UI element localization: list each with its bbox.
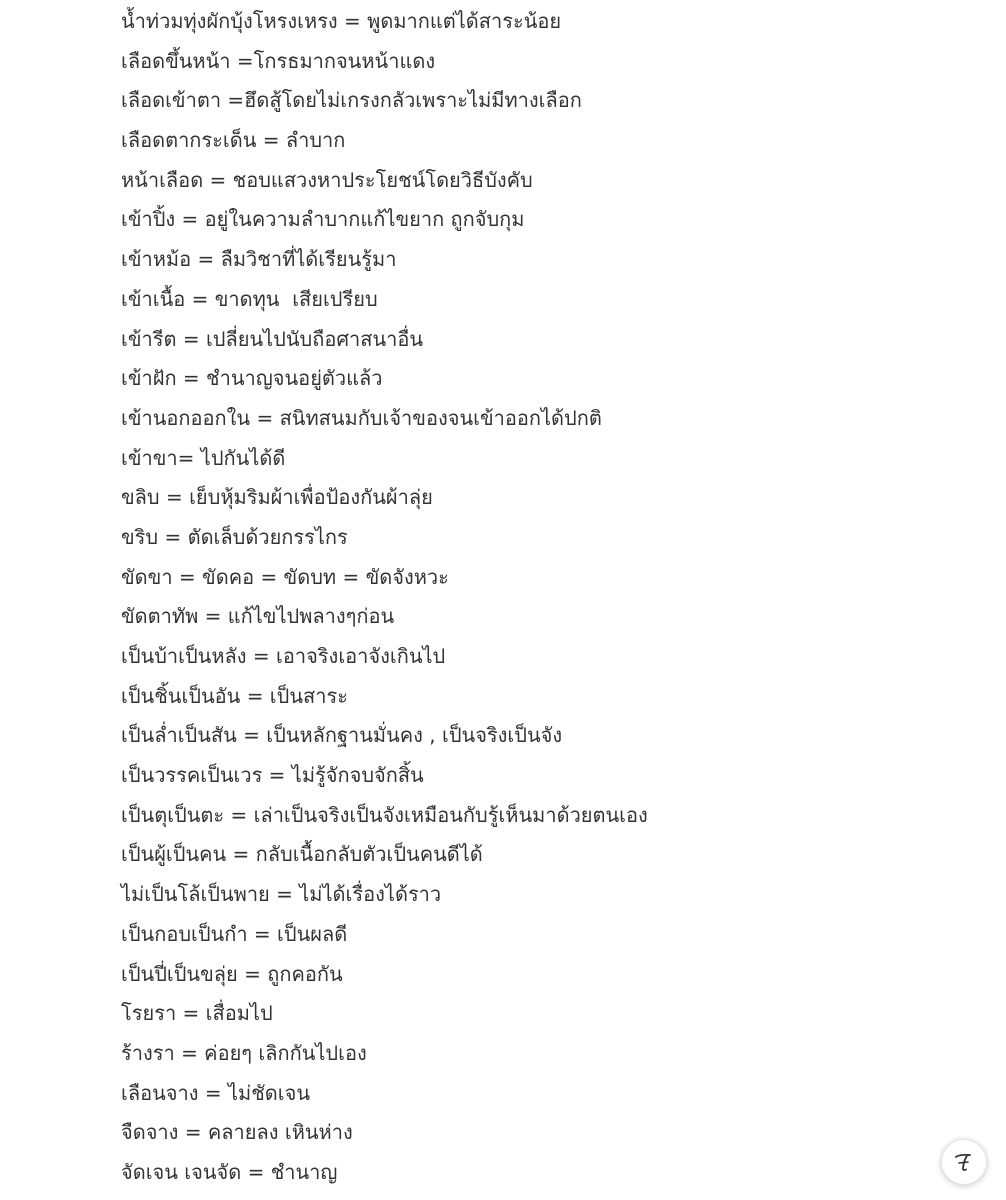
- idiom-line: เป็นกอบเป็นกำ = เป็นผลดี: [121, 921, 348, 946]
- idiom-line: ขริบ = ตัดเล็บด้วยกรรไกร: [121, 524, 348, 549]
- translate-button[interactable]: [941, 1139, 987, 1185]
- idiom-line: เข้าขา= ไปกันได้ดี: [121, 445, 286, 470]
- idiom-line: เลือนจาง = ไม่ชัดเจน: [121, 1080, 310, 1105]
- idiom-line: เป็นบ้าเป็นหลัง = เอาจริงเอาจังเกินไป: [121, 644, 446, 668]
- idiom-line: หน้าเลือด = ชอบแสวงหาประโยชน์โดยวิธีบังคับ: [121, 167, 533, 192]
- idiom-line: ไม่เป็นโล้เป็นพาย = ไม่ได้เรื่องได้ราว: [121, 882, 442, 907]
- idiom-line: น้ำท่วมทุ่งผักบุ้งโหรงเหรง = พูดมากแต่ได้สาระน้อย: [121, 9, 562, 33]
- idiom-line: เป็นล่ำเป็นสัน = เป็นหลักฐานมั่นคง , เป็นจริงเป็นจัง: [121, 723, 563, 748]
- idiom-line: เข้ารีต = เปลี่ยนไปนับถือศาสนาอื่น: [121, 326, 424, 351]
- idiom-line: เลือดเข้าตา =ฮึดสู้โดยไม่เกรงกลัวเพราะไม่มีทางเลือก: [121, 88, 582, 113]
- idiom-line: โรยรา = เสื่อมไป: [121, 1001, 273, 1026]
- idiom-line: ขัดตาทัพ = แก้ไขไปพลางๆก่อน: [121, 604, 395, 629]
- idiom-line: ร้างรา = ค่อยๆ เลิกกันไปเอง: [121, 1040, 367, 1065]
- idiom-line: เป็นวรรคเป็นเวร = ไม่รู้จักจบจักสิ้น: [121, 763, 424, 788]
- idiom-line: เป็นปี่เป็นขลุ่ย = ถูกคอกัน: [121, 961, 343, 986]
- idiom-line: ขลิบ = เย็บหุ้มริมผ้าเพื่อป้องกันผ้าลุ่ย: [121, 485, 433, 510]
- translate-icon: [951, 1149, 977, 1175]
- idiom-line: เข้าฝัก = ชำนาญจนอยู่ตัวแล้ว: [121, 366, 383, 391]
- document-body: [121, 2, 941, 1193]
- idiom-line: จัดเจน เจนจัด = ชำนาญ: [121, 1159, 338, 1184]
- idiom-line: ขัดขา = ขัดคอ = ขัดบท = ขัดจังหวะ: [121, 564, 449, 589]
- idiom-line: เป็นชิ้นเป็นอัน = เป็นสาระ: [121, 683, 348, 708]
- idiom-line: เข้านอกออกใน = สนิทสนมกับเจ้าของจนเข้าออกได้ปกติ: [121, 405, 602, 430]
- idiom-line: จืดจาง = คลายลง เหินห่าง: [121, 1120, 353, 1145]
- idiom-line: เข้าหม้อ = ลืมวิชาที่ได้เรียนรู้มา: [121, 247, 397, 272]
- idiom-line: เลือดตากระเด็น = ลำบาก: [121, 128, 346, 153]
- idiom-line: เลือดขึ้นหน้า =โกรธมากจนหน้าแดง: [121, 48, 436, 73]
- idiom-line: เข้าเนื้อ = ขาดทุน เสียเปรียบ: [121, 286, 378, 311]
- idiom-line: เป็นตุเป็นตะ = เล่าเป็นจริงเป็นจังเหมือนกับรู้เห็นมาด้วยตนเอง: [121, 802, 648, 827]
- idiom-line: เข้าปิ้ง = อยู่ในความลำบากแก้ไขยาก ถูกจับกุม: [121, 207, 525, 232]
- idiom-line: เป็นผู้เป็นคน = กลับเนื้อกลับตัวเป็นคนดีได้: [121, 842, 483, 867]
